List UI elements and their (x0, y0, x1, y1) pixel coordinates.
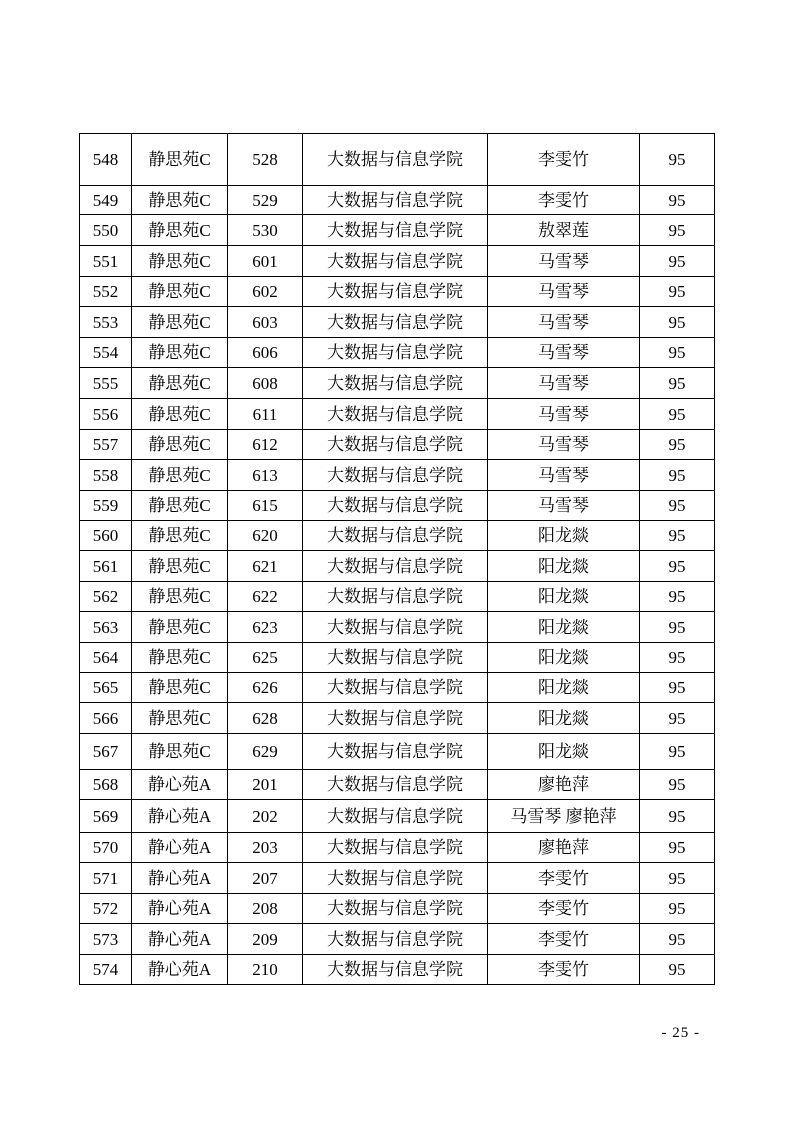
college-cell: 大数据与信息学院 (303, 703, 488, 734)
score-cell: 95 (640, 894, 715, 924)
room-number-cell: 608 (228, 368, 303, 399)
responsible-person-cell: 马雪琴 (488, 460, 640, 491)
college-cell: 大数据与信息学院 (303, 924, 488, 955)
responsible-person-cell: 李雯竹 (488, 134, 640, 186)
row-number-cell: 552 (80, 277, 132, 307)
table-row (80, 643, 715, 673)
table-row (80, 430, 715, 460)
score-cell: 95 (640, 134, 715, 186)
page-number: - 25 - (661, 1025, 700, 1041)
building-cell: 静心苑A (132, 770, 228, 800)
room-number-cell: 611 (228, 399, 303, 430)
building-cell: 静思苑C (132, 399, 228, 430)
responsible-person-cell: 阳龙燚 (488, 734, 640, 770)
college-cell: 大数据与信息学院 (303, 521, 488, 551)
table-row (80, 215, 715, 246)
table-row (80, 863, 715, 894)
college-cell: 大数据与信息学院 (303, 612, 488, 643)
responsible-person-cell: 马雪琴 (488, 277, 640, 307)
room-number-cell: 530 (228, 215, 303, 246)
table-row (80, 673, 715, 703)
responsible-person-cell: 马雪琴 (488, 246, 640, 277)
score-cell: 95 (640, 643, 715, 673)
table-row (80, 924, 715, 955)
responsible-person-cell: 李雯竹 (488, 863, 640, 894)
room-number-cell: 601 (228, 246, 303, 277)
table-row (80, 770, 715, 800)
row-number-cell: 571 (80, 863, 132, 894)
room-number-cell: 529 (228, 186, 303, 215)
college-cell: 大数据与信息学院 (303, 673, 488, 703)
row-number-cell: 550 (80, 215, 132, 246)
responsible-person-cell: 马雪琴 (488, 338, 640, 368)
score-cell: 95 (640, 863, 715, 894)
score-cell: 95 (640, 770, 715, 800)
room-number-cell: 626 (228, 673, 303, 703)
room-number-cell: 622 (228, 582, 303, 612)
row-number-cell: 558 (80, 460, 132, 491)
college-cell: 大数据与信息学院 (303, 134, 488, 186)
table-row (80, 186, 715, 215)
building-cell: 静心苑A (132, 833, 228, 863)
room-number-cell: 201 (228, 770, 303, 800)
score-cell: 95 (640, 277, 715, 307)
college-cell: 大数据与信息学院 (303, 894, 488, 924)
college-cell: 大数据与信息学院 (303, 955, 488, 985)
row-number-cell: 562 (80, 582, 132, 612)
college-cell: 大数据与信息学院 (303, 734, 488, 770)
row-number-cell: 551 (80, 246, 132, 277)
table-row (80, 734, 715, 770)
building-cell: 静思苑C (132, 246, 228, 277)
room-number-cell: 612 (228, 430, 303, 460)
building-cell: 静思苑C (132, 134, 228, 186)
college-cell: 大数据与信息学院 (303, 800, 488, 833)
room-number-cell: 602 (228, 277, 303, 307)
score-cell: 95 (640, 833, 715, 863)
college-cell: 大数据与信息学院 (303, 307, 488, 338)
responsible-person-cell: 敖翠莲 (488, 215, 640, 246)
table-row (80, 460, 715, 491)
row-number-cell: 568 (80, 770, 132, 800)
table-row (80, 134, 715, 186)
table-row (80, 800, 715, 833)
responsible-person-cell: 马雪琴 (488, 430, 640, 460)
row-number-cell: 557 (80, 430, 132, 460)
college-cell: 大数据与信息学院 (303, 582, 488, 612)
college-cell: 大数据与信息学院 (303, 833, 488, 863)
responsible-person-cell: 廖艳萍 (488, 833, 640, 863)
table-row (80, 955, 715, 985)
table-row (80, 521, 715, 551)
building-cell: 静思苑C (132, 612, 228, 643)
row-number-cell: 573 (80, 924, 132, 955)
building-cell: 静思苑C (132, 673, 228, 703)
table-row (80, 612, 715, 643)
building-cell: 静思苑C (132, 703, 228, 734)
responsible-person-cell: 阳龙燚 (488, 643, 640, 673)
room-number-cell: 623 (228, 612, 303, 643)
score-cell: 95 (640, 551, 715, 582)
table-body (80, 134, 715, 985)
score-cell: 95 (640, 703, 715, 734)
table-row (80, 833, 715, 863)
room-number-cell: 613 (228, 460, 303, 491)
row-number-cell: 566 (80, 703, 132, 734)
row-number-cell: 553 (80, 307, 132, 338)
row-number-cell: 563 (80, 612, 132, 643)
building-cell: 静思苑C (132, 551, 228, 582)
college-cell: 大数据与信息学院 (303, 430, 488, 460)
table-row (80, 491, 715, 521)
building-cell: 静思苑C (132, 734, 228, 770)
table-row (80, 307, 715, 338)
building-cell: 静思苑C (132, 307, 228, 338)
table-row (80, 399, 715, 430)
score-cell: 95 (640, 734, 715, 770)
room-number-cell: 621 (228, 551, 303, 582)
responsible-person-cell: 廖艳萍 (488, 770, 640, 800)
responsible-person-cell: 李雯竹 (488, 955, 640, 985)
room-number-cell: 210 (228, 955, 303, 985)
college-cell: 大数据与信息学院 (303, 246, 488, 277)
score-cell: 95 (640, 460, 715, 491)
row-number-cell: 556 (80, 399, 132, 430)
responsible-person-cell: 马雪琴 (488, 491, 640, 521)
college-cell: 大数据与信息学院 (303, 338, 488, 368)
room-number-cell: 202 (228, 800, 303, 833)
building-cell: 静思苑C (132, 338, 228, 368)
row-number-cell: 569 (80, 800, 132, 833)
row-number-cell: 559 (80, 491, 132, 521)
score-cell: 95 (640, 521, 715, 551)
room-number-cell: 207 (228, 863, 303, 894)
responsible-person-cell: 马雪琴 (488, 307, 640, 338)
row-number-cell: 561 (80, 551, 132, 582)
score-cell: 95 (640, 800, 715, 833)
row-number-cell: 565 (80, 673, 132, 703)
college-cell: 大数据与信息学院 (303, 368, 488, 399)
score-cell: 95 (640, 368, 715, 399)
college-cell: 大数据与信息学院 (303, 551, 488, 582)
building-cell: 静思苑C (132, 582, 228, 612)
responsible-person-cell: 阳龙燚 (488, 521, 640, 551)
building-cell: 静思苑C (132, 521, 228, 551)
table-row (80, 277, 715, 307)
table-row (80, 246, 715, 277)
building-cell: 静思苑C (132, 491, 228, 521)
score-cell: 95 (640, 673, 715, 703)
score-cell: 95 (640, 399, 715, 430)
score-cell: 95 (640, 307, 715, 338)
table-row (80, 582, 715, 612)
building-cell: 静心苑A (132, 924, 228, 955)
room-number-cell: 620 (228, 521, 303, 551)
room-number-cell: 625 (228, 643, 303, 673)
college-cell: 大数据与信息学院 (303, 770, 488, 800)
responsible-person-cell: 阳龙燚 (488, 673, 640, 703)
row-number-cell: 567 (80, 734, 132, 770)
dormitory-score-table (79, 133, 715, 985)
row-number-cell: 549 (80, 186, 132, 215)
row-number-cell: 548 (80, 134, 132, 186)
table-row (80, 368, 715, 399)
score-cell: 95 (640, 338, 715, 368)
building-cell: 静心苑A (132, 863, 228, 894)
score-cell: 95 (640, 186, 715, 215)
table-row (80, 551, 715, 582)
score-cell: 95 (640, 924, 715, 955)
college-cell: 大数据与信息学院 (303, 277, 488, 307)
row-number-cell: 564 (80, 643, 132, 673)
row-number-cell: 554 (80, 338, 132, 368)
room-number-cell: 603 (228, 307, 303, 338)
row-number-cell: 555 (80, 368, 132, 399)
row-number-cell: 574 (80, 955, 132, 985)
college-cell: 大数据与信息学院 (303, 186, 488, 215)
room-number-cell: 615 (228, 491, 303, 521)
room-number-cell: 528 (228, 134, 303, 186)
room-number-cell: 629 (228, 734, 303, 770)
room-number-cell: 208 (228, 894, 303, 924)
college-cell: 大数据与信息学院 (303, 399, 488, 430)
row-number-cell: 570 (80, 833, 132, 863)
room-number-cell: 209 (228, 924, 303, 955)
building-cell: 静心苑A (132, 894, 228, 924)
responsible-person-cell: 马雪琴 廖艳萍 (488, 800, 640, 833)
building-cell: 静思苑C (132, 643, 228, 673)
score-cell: 95 (640, 246, 715, 277)
score-cell: 95 (640, 491, 715, 521)
building-cell: 静思苑C (132, 186, 228, 215)
responsible-person-cell: 李雯竹 (488, 186, 640, 215)
building-cell: 静思苑C (132, 277, 228, 307)
building-cell: 静思苑C (132, 368, 228, 399)
responsible-person-cell: 阳龙燚 (488, 703, 640, 734)
table-row (80, 894, 715, 924)
score-cell: 95 (640, 612, 715, 643)
building-cell: 静心苑A (132, 955, 228, 985)
building-cell: 静心苑A (132, 800, 228, 833)
responsible-person-cell: 阳龙燚 (488, 582, 640, 612)
room-number-cell: 203 (228, 833, 303, 863)
row-number-cell: 560 (80, 521, 132, 551)
college-cell: 大数据与信息学院 (303, 460, 488, 491)
college-cell: 大数据与信息学院 (303, 215, 488, 246)
room-number-cell: 606 (228, 338, 303, 368)
row-number-cell: 572 (80, 894, 132, 924)
responsible-person-cell: 阳龙燚 (488, 551, 640, 582)
college-cell: 大数据与信息学院 (303, 863, 488, 894)
table-row (80, 338, 715, 368)
building-cell: 静思苑C (132, 460, 228, 491)
room-number-cell: 628 (228, 703, 303, 734)
score-cell: 95 (640, 430, 715, 460)
building-cell: 静思苑C (132, 215, 228, 246)
responsible-person-cell: 李雯竹 (488, 894, 640, 924)
college-cell: 大数据与信息学院 (303, 491, 488, 521)
score-cell: 95 (640, 955, 715, 985)
responsible-person-cell: 马雪琴 (488, 368, 640, 399)
score-cell: 95 (640, 215, 715, 246)
college-cell: 大数据与信息学院 (303, 643, 488, 673)
responsible-person-cell: 马雪琴 (488, 399, 640, 430)
score-cell: 95 (640, 582, 715, 612)
responsible-person-cell: 阳龙燚 (488, 612, 640, 643)
building-cell: 静思苑C (132, 430, 228, 460)
responsible-person-cell: 李雯竹 (488, 924, 640, 955)
table-row (80, 703, 715, 734)
